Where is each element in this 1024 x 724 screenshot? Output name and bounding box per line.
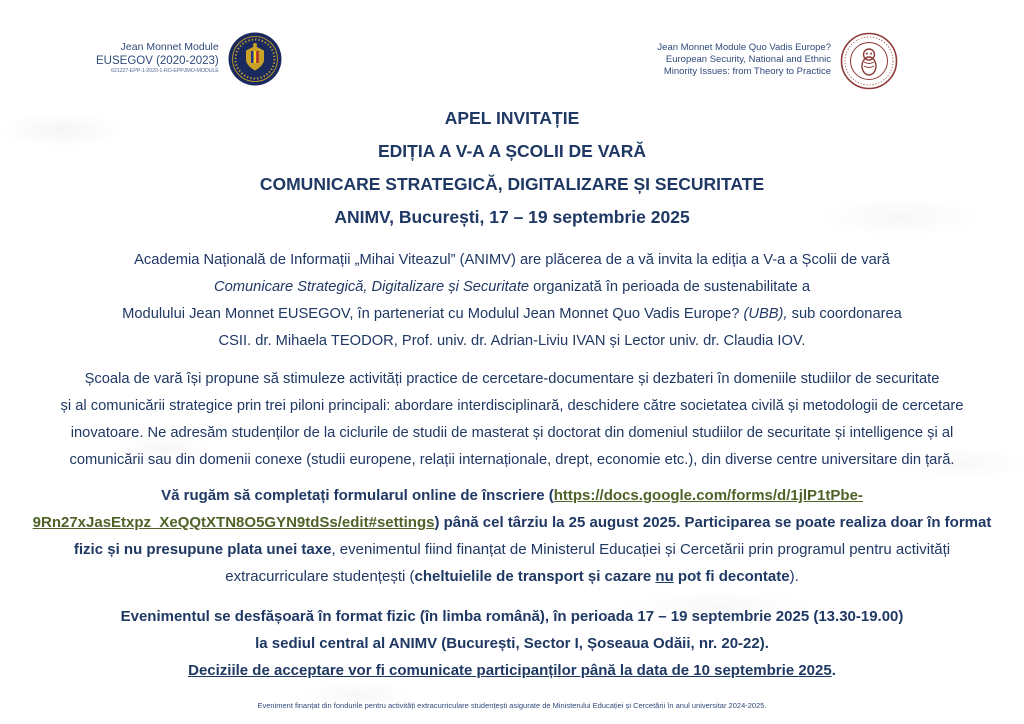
title-line-2: EDIȚIA A V-A A ȘCOLII DE VARĂ bbox=[377, 141, 647, 161]
ubb-italic: (UBB), bbox=[743, 306, 788, 322]
description-line-3: inovatoare. Ne adresăm studenților de la ciclurile de studii de masterat și doctorat din domeniul studiilor de securitate și intelligence și al bbox=[70, 425, 954, 441]
not-underlined-word: nu bbox=[655, 568, 674, 585]
intro-line-1 bbox=[0, 247, 1024, 274]
description-line-1: Școala de vară își propune să stimuleze activități practice de cercetare-documentare și dezbateri în domeniile studiilor de securitate bbox=[84, 371, 940, 387]
eusegov-project-code: 621227-EPP-1-2020-1-RO-EPPJMO-MODULE bbox=[111, 68, 219, 74]
intro-line-2 bbox=[0, 274, 1024, 301]
quo-vadis-logo-line2: European Security, National and Ethnic bbox=[665, 54, 831, 65]
eusegov-logo-line1: Jean Monnet Module bbox=[120, 41, 219, 53]
funding-text: ). bbox=[789, 568, 799, 585]
registration-paragraph bbox=[0, 482, 1024, 590]
intro-line-4 bbox=[0, 328, 1024, 355]
quo-vadis-logo-caption bbox=[657, 32, 831, 78]
funding-text: , evenimentul fiind finanțat de Ministerul Educației și Cercetării prin programul pentru activități bbox=[331, 541, 951, 558]
eusegov-logo-line2: EUSEGOV (2020-2023) bbox=[96, 55, 219, 67]
intro-line-3 bbox=[0, 301, 1024, 328]
eusegov-logo-caption bbox=[96, 32, 219, 75]
intro-text: sub coordonarea bbox=[787, 306, 902, 322]
expenses-text: pot fi decontate bbox=[673, 568, 790, 585]
document-header bbox=[0, 0, 1024, 94]
registration-line-3 bbox=[0, 536, 1024, 563]
description-line-2: și al comunicării strategice prin trei piloni principali: abordare interdisciplinară, deschidere către societatea civilă și metodologii de cercetare bbox=[60, 398, 964, 414]
expenses-text: cheltuielile de transport și cazare bbox=[414, 568, 656, 585]
title-line-1: APEL INVITAȚIE bbox=[444, 108, 580, 128]
funding-footnote: Eveniment finanțat din fondurile pentru activități extracurriculare studențești asigurate de Ministerului Educației și Cercetării în anul universitar 2024-2025. bbox=[257, 701, 767, 710]
no-fee-text: fizic și nu presupune plata unei taxe bbox=[73, 541, 332, 558]
quo-vadis-logo-line1: Jean Monnet Module Quo Vadis Europe? bbox=[657, 42, 831, 53]
registration-line-4 bbox=[0, 563, 1024, 590]
registration-line-1 bbox=[0, 482, 1024, 509]
intro-text: Academia Națională de Informații „Mihai Viteazul” (ANIMV) are plăcerea de a vă invita la ediția a V-a a Școlii de vară bbox=[134, 252, 890, 268]
funding-text: extracurriculare studențești ( bbox=[225, 568, 415, 585]
document-title bbox=[0, 102, 1024, 234]
acceptance-line bbox=[0, 657, 1024, 684]
title-line-3: COMUNICARE STRATEGICĂ, DIGITALIZARE ȘI SECURITATE bbox=[259, 174, 765, 194]
registration-form-link[interactable]: https://docs.google.com/forms/d/1jlP1tPbe- bbox=[553, 487, 863, 504]
event-schedule-line: Evenimentul se desfășoară în format fizic (în limba română), în perioada 17 – 19 septembrie 2025 (13.30-19.00) bbox=[120, 608, 904, 625]
acceptance-deadline-underlined: Deciziile de acceptare vor fi comunicate participanților până la data de 10 septembrie 2025 bbox=[188, 662, 832, 679]
university-seal-icon bbox=[840, 32, 898, 95]
school-name-italic: Comunicare Strategică, Digitalizare și Securitate bbox=[213, 279, 530, 295]
description-paragraph bbox=[0, 366, 1024, 474]
eusegov-logo-block bbox=[96, 32, 282, 91]
registration-line-2 bbox=[0, 509, 1024, 536]
event-location-line: la sediul central al ANIMV (București, Sector I, Șoseaua Odăii, nr. 20-22). bbox=[255, 635, 769, 652]
coordinators-text: CSII. dr. Mihaela TEODOR, Prof. univ. dr. Adrian-Liviu IVAN și Lector univ. dr. Claudia IOV. bbox=[218, 333, 806, 349]
event-details-paragraph bbox=[0, 603, 1024, 684]
intro-text: organizată în perioada de sustenabilitate a bbox=[529, 279, 810, 295]
registration-form-link-continued[interactable]: 9Rn27xJasEtxpz_XeQQtXTN8O5GYN9tdSs/edit#settings bbox=[32, 514, 435, 531]
title-line-4: ANIMV, București, 17 – 19 septembrie 2025 bbox=[334, 207, 690, 227]
animv-seal-icon bbox=[228, 32, 282, 91]
deadline-text: ) până cel târziu la 25 august 2025. Participarea se poate realiza doar în format bbox=[434, 514, 992, 531]
quo-vadis-logo-line3: Minority Issues: from Theory to Practice bbox=[663, 66, 831, 77]
registration-text: Vă rugăm să completați formularul online de înscriere ( bbox=[161, 487, 554, 504]
description-line-4: comunicării sau din domenii conexe (studii europene, relații internaționale, drept, economie etc.), din diverse centre universitare din țară. bbox=[69, 452, 955, 468]
acceptance-period: . bbox=[831, 662, 836, 679]
quo-vadis-logo-block bbox=[657, 32, 898, 95]
intro-paragraph bbox=[0, 247, 1024, 355]
intro-text: Modulului Jean Monnet EUSEGOV, în parteneriat cu Modulul Jean Monnet Quo Vadis Europe? bbox=[122, 306, 744, 322]
